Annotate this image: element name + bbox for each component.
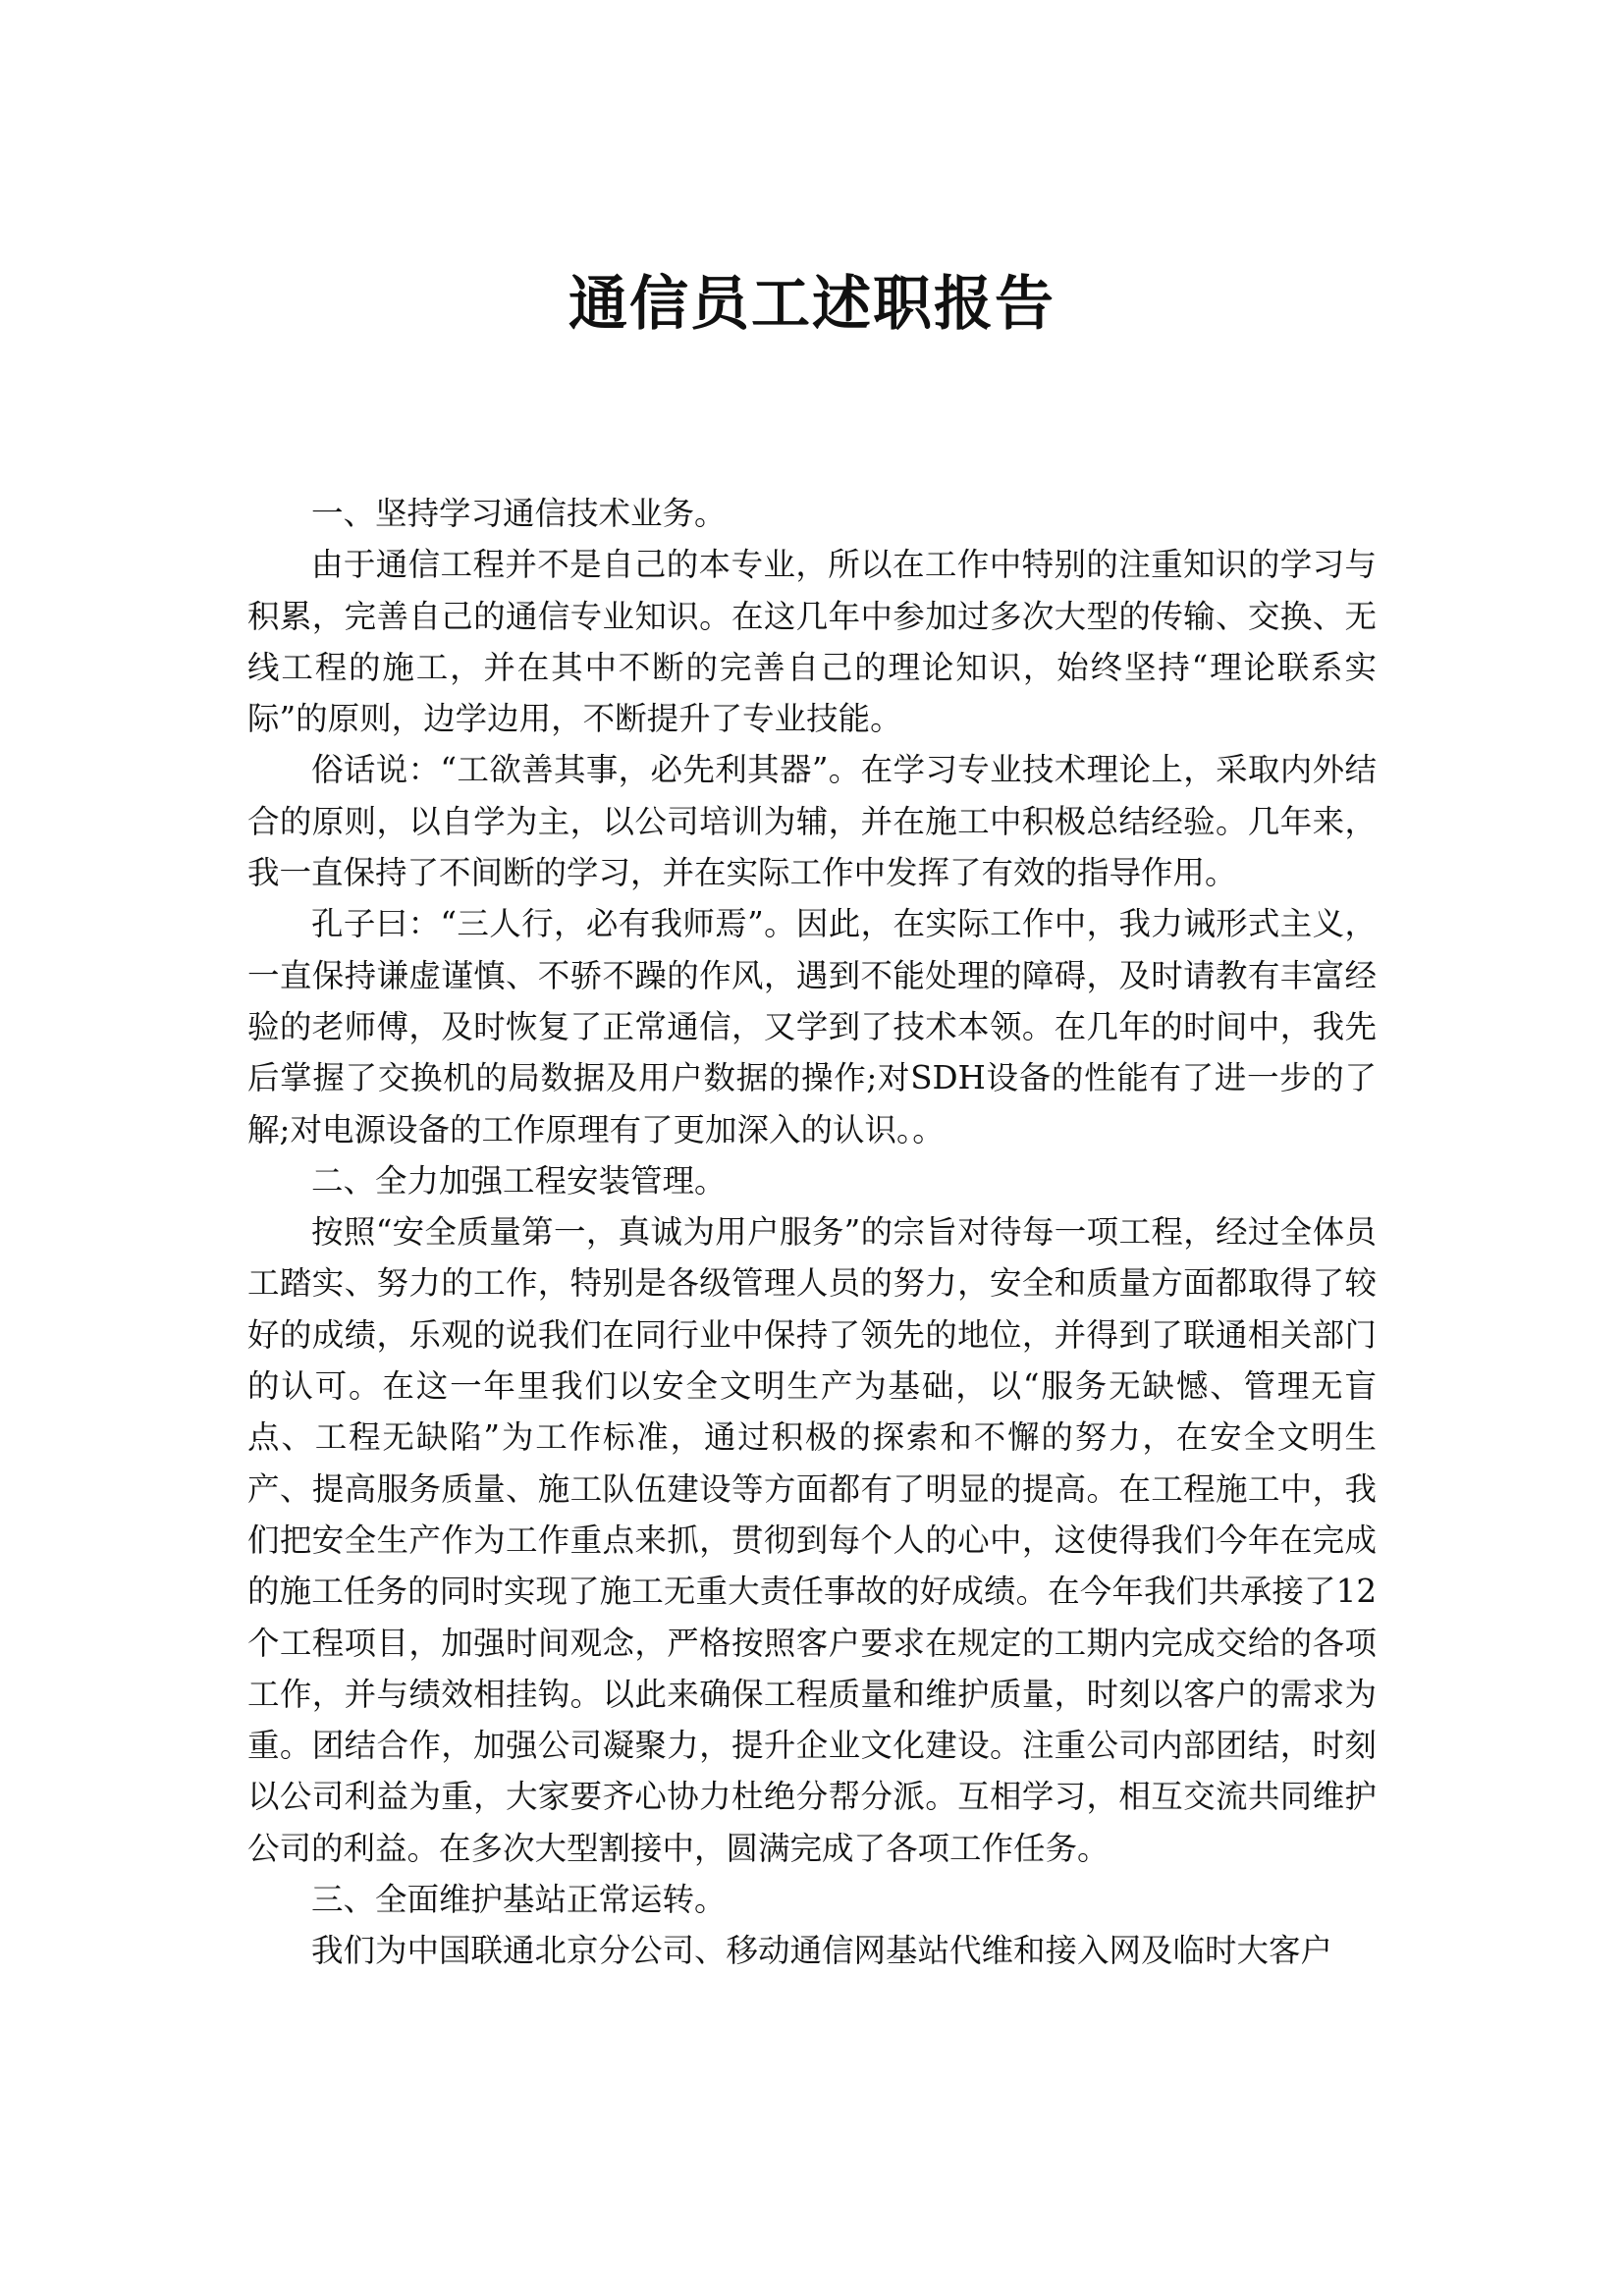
document-title: 通信员工述职报告 — [568, 270, 1056, 339]
section-heading-2: 二、全力加强工程安装管理。 — [311, 1161, 727, 1200]
paragraph: 我们为中国联通北京分公司、移动通信网基站代维和接入网及临时大客户 — [311, 1932, 1333, 1970]
paragraph: 由于通信工程并不是自己的本专业，所以在工作中特别的注重知识的学习与积累，完善自己的通信专业知识。在这几年中参加过多次大型的传输、交换、无线工程的施工，并在其中不断的完善自己的理论知识，始终坚持“理论联系实际”的原则，边学边用，不断提升了专业技能。 — [247, 546, 1377, 738]
document-body — [247, 488, 1377, 1977]
section-heading-1: 一、坚持学习通信技术业务。 — [311, 495, 727, 532]
paragraph: 孔子曰：“三人行，必有我师焉”。因此，在实际工作中，我力诫形式主义，一直保持谦虚谨慎、不骄不躁的作风，遇到不能处理的障碍，及时请教有丰富经验的老师傅，及时恢复了正常通信，又学到了技术本领。在几年的时间中，我先后掌握了交换机的局数据及用户数据的操作;对SDH设备的性能有了进一步的了解;对电源设备的工作原理有了更加深入的认识。。 — [247, 905, 1377, 1148]
paragraph: 俗话说：“工欲善其事，必先利其器”。在学习专业技术理论上，采取内外结合的原则，以自学为主，以公司培训为辅，并在施工中积极总结经验。几年来，我一直保持了不间断的学习，并在实际工作中发挥了有效的指导作用。 — [247, 751, 1377, 892]
paragraph: 按照“安全质量第一，真诚为用户服务”的宗旨对待每一项工程，经过全体员工踏实、努力的工作，特别是各级管理人员的努力，安全和质量方面都取得了较好的成绩，乐观的说我们在同行业中保持了领先的地位，并得到了联通相关部门的认可。在这一年里我们以安全文明生产为基础，以“服务无缺憾、管理无盲点、工程无缺陷”为工作标准，通过积极的探索和不懈的努力，在安全文明生产、提高服务质量、施工队伍建设等方面都有了明显的提高。在工程施工中，我们把安全生产作为工作重点来抓，贯彻到每个人的心中，这使得我们今年在完成的施工任务的同时实现了施工无重大责任事故的好成绩。在今年我们共承接了12个工程项目，加强时间观念，严格按照客户要求在规定的工期内完成交给的各项工作，并与绩效相挂钩。以此来确保工程质量和维护质量，时刻以客户的需求为重。团结合作，加强公司凝聚力，提升企业文化建设。注重公司内部团结，时刻以公司利益为重，大家要齐心协力杜绝分帮分派。互相学习，相互交流共同维护公司的利益。在多次大型割接中，圆满完成了各项工作任务。 — [247, 1213, 1377, 1867]
section-heading-3: 三、全面维护基站正常运转。 — [311, 1881, 727, 1919]
